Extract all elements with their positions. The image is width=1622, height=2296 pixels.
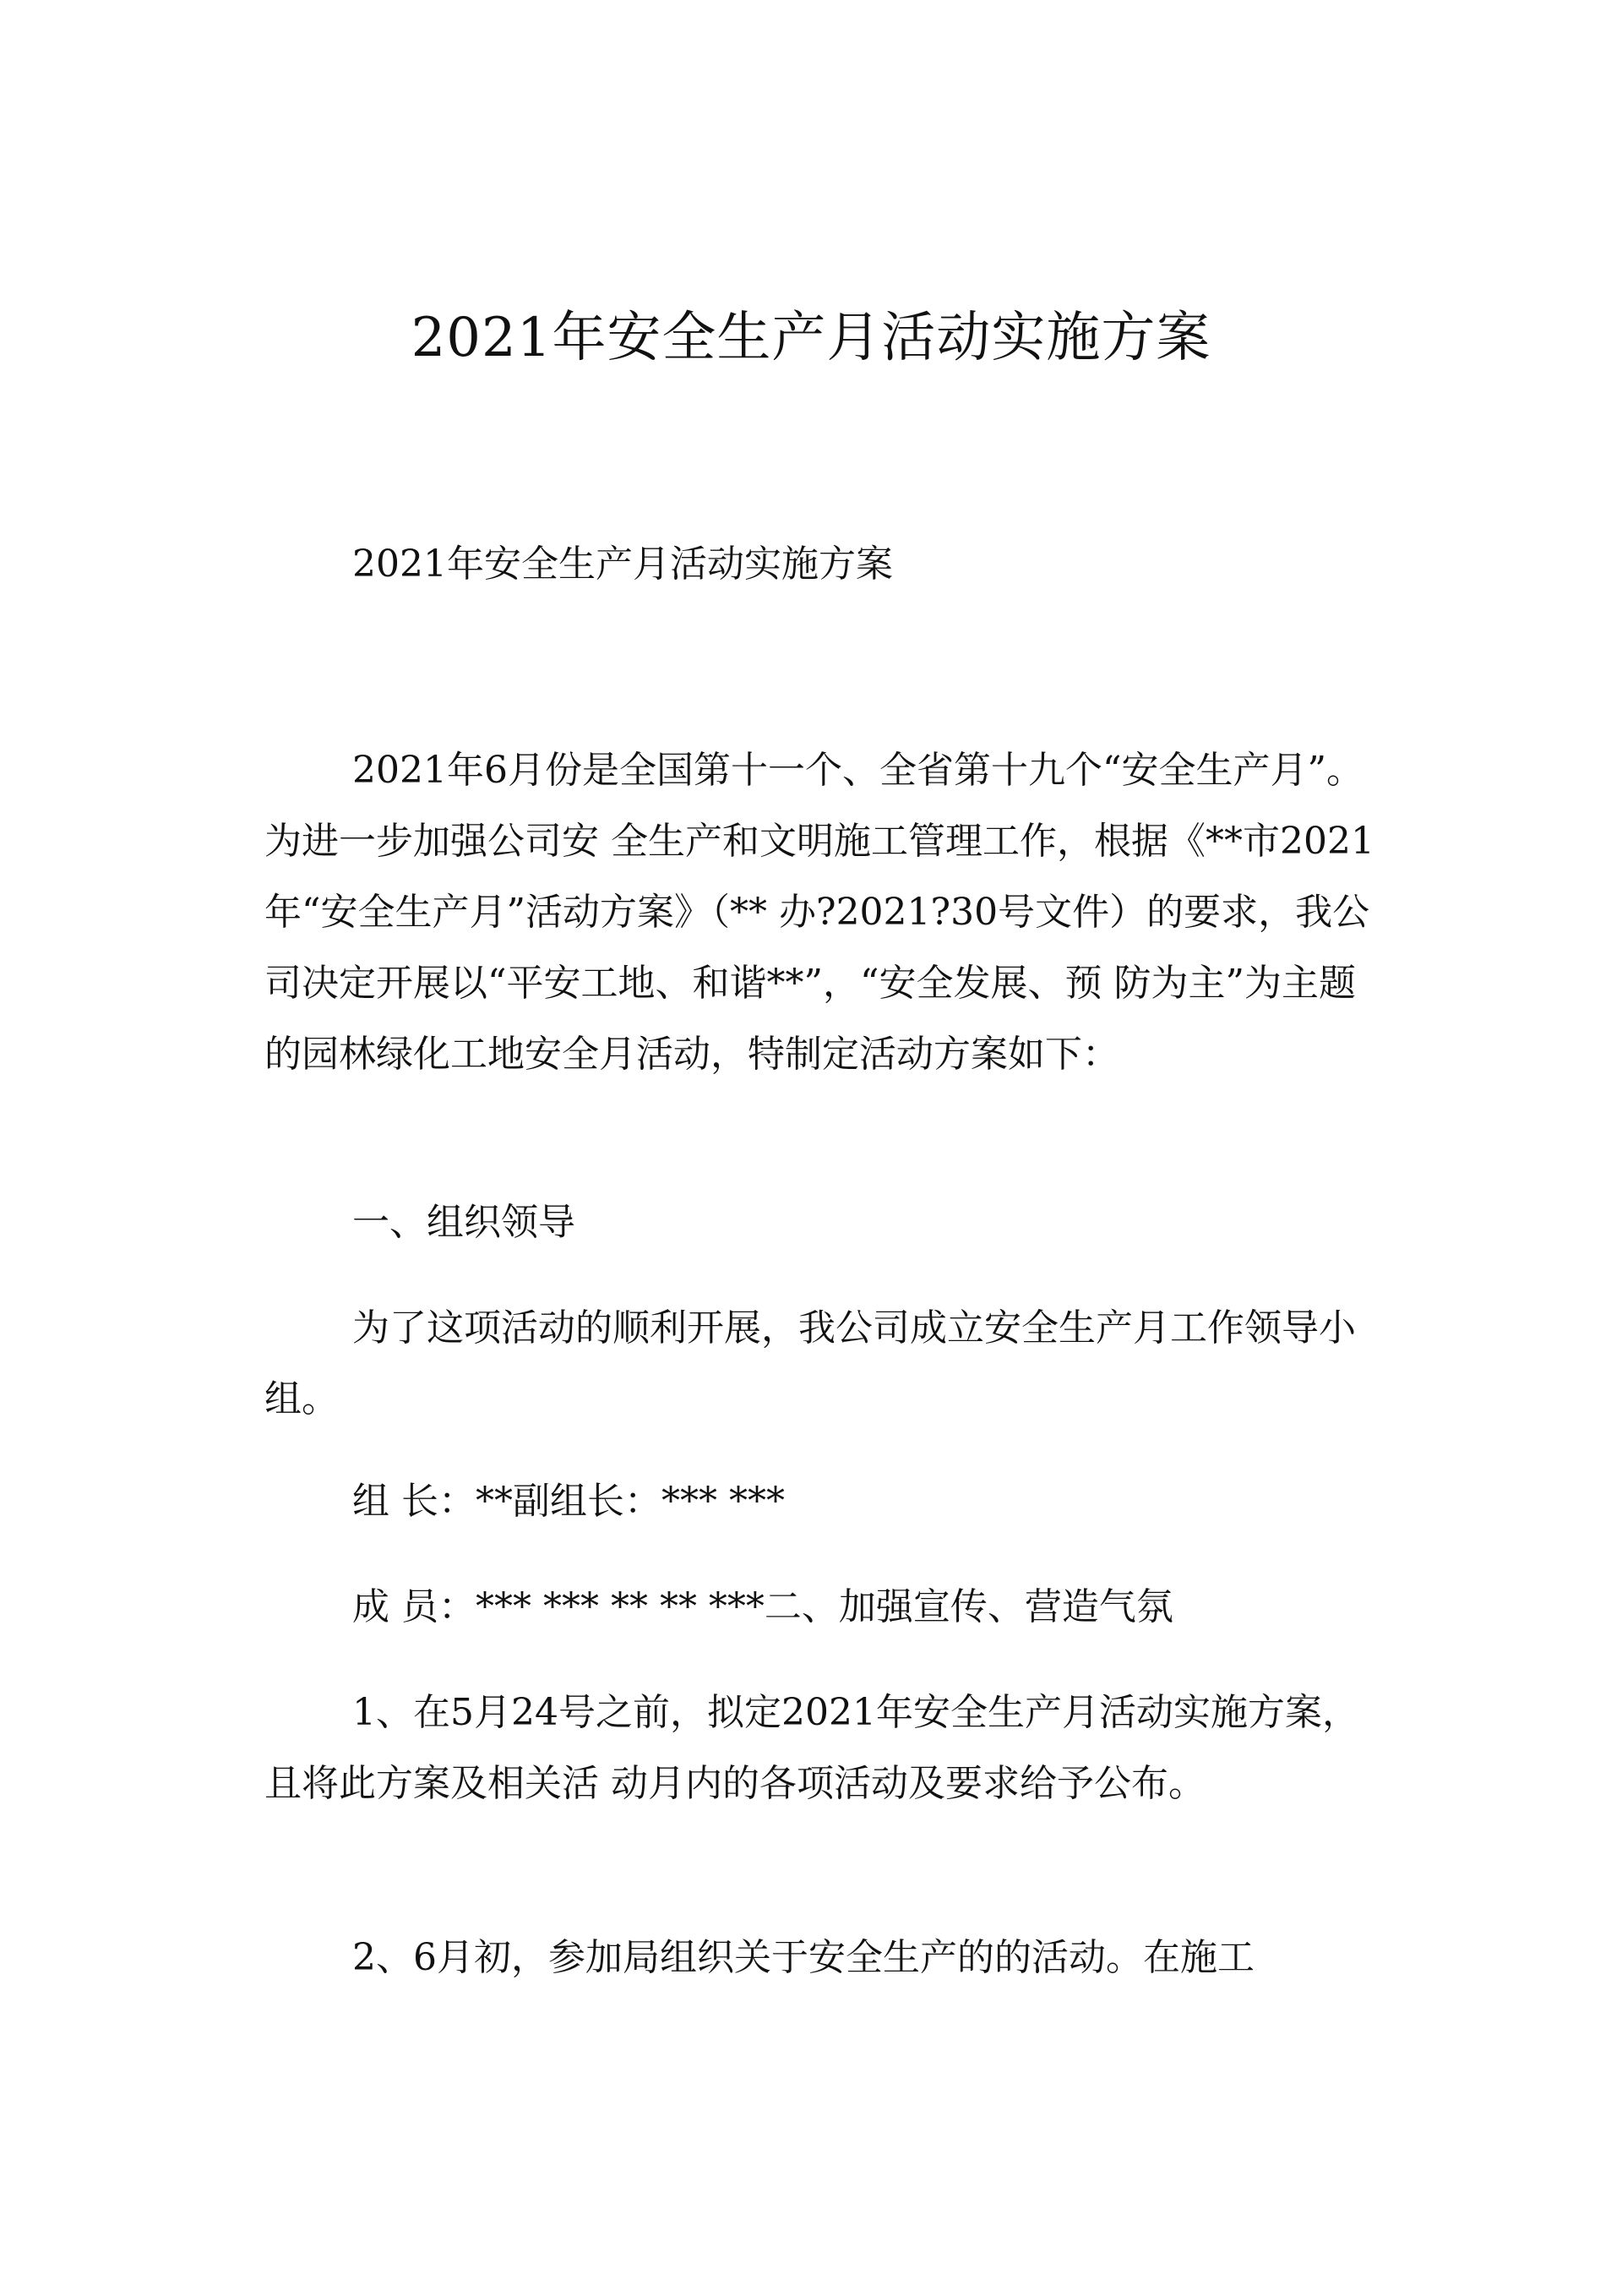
section-heading-organization: 一、组织领导 [352, 1201, 575, 1244]
paragraph-group-leader: 组 长：**副组长：*** *** [352, 1480, 785, 1523]
paragraph-item-2: 2、6月初，参加局组织关于安全生产的的活动。在施工 [352, 1936, 1255, 1979]
document-title: 2021年安全生产月活动实施方案 [411, 307, 1211, 369]
document-subtitle: 2021年安全生产月活动实施方案 [352, 543, 893, 586]
paragraph-members: 成 员：*** *** ** ** ***二、加强宣传、营造气氛 [352, 1585, 1173, 1628]
paragraph-item-1: 1、在5月24号之前，拟定2021年安全生产月活动实施方案，且将此方案及相关活 动月内的各项活动及要求给予公布。 [264, 1691, 1359, 1805]
paragraph-leadership: 为了这项活动的顺利开展，我公司成立安全生产月工作领导小组。 [264, 1306, 1356, 1421]
paragraph-intro: 2021年6月份是全国第十一个、全省第十九个“安全生产月”。为进一步加强公司安 全生产和文明施工管理工作，根据《**市2021年“安全生产月”活动方案》（** 办?2021?30号文件）的要求，我公司决定开展以“平安工地、和谐**”，“安全发展、预 防为主”为主题的园林绿化工地安全月活动，特制定活动方案如下： [264, 749, 1374, 1076]
